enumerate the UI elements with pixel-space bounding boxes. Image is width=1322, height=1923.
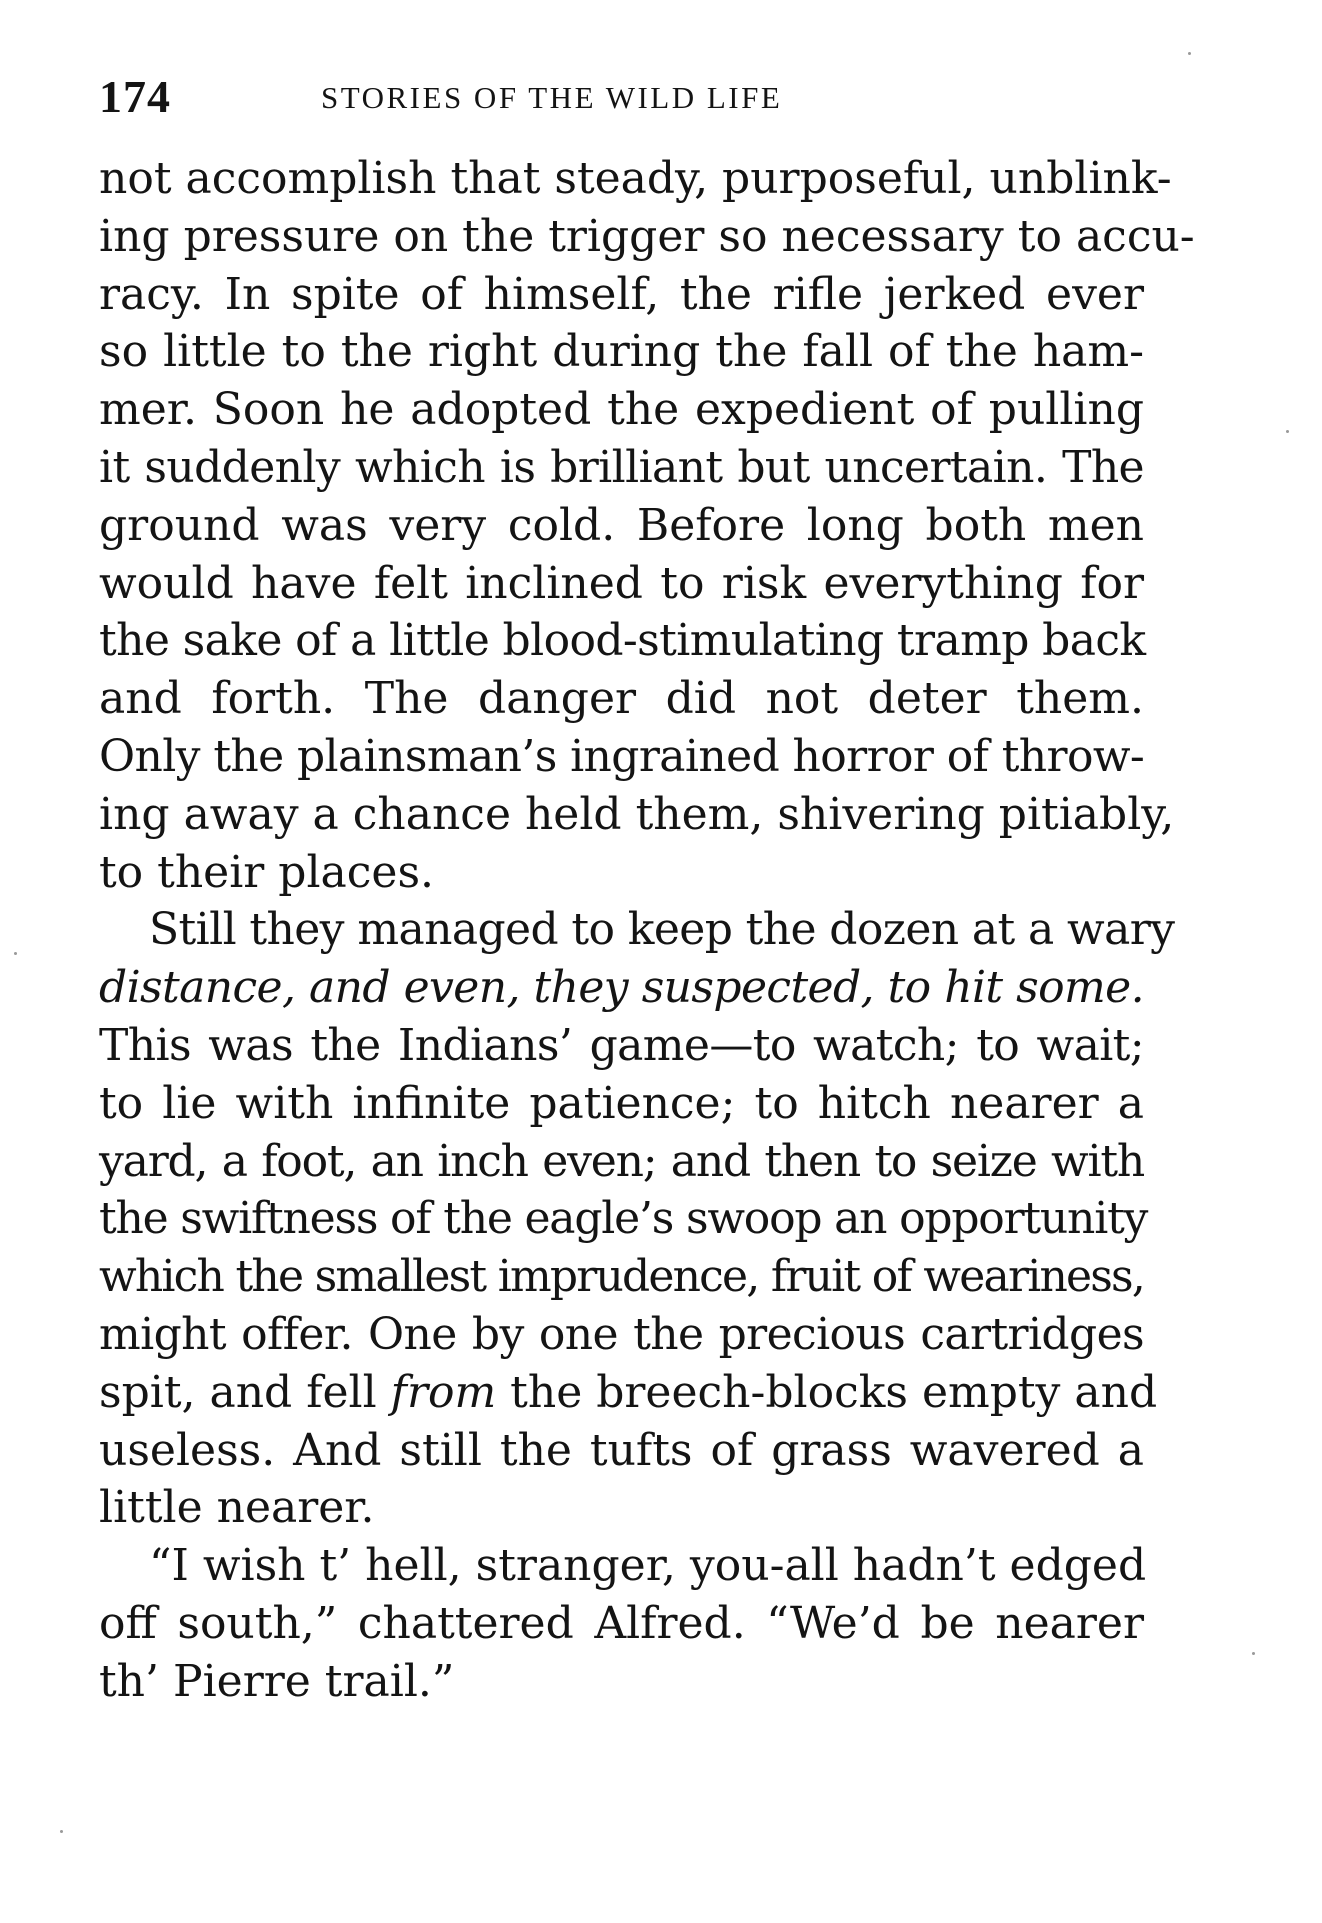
text-line: so little to the right during the fall of the ham- [99, 326, 1144, 378]
text-line: ground was very cold. Before long both men [99, 499, 1144, 551]
text-segment: spit, and fell [99, 1366, 391, 1418]
text-line: it suddenly which is brilliant but uncertain. The [99, 441, 1144, 493]
paragraph-end-line: to their places. [99, 846, 435, 898]
paragraph-end-line: little nearer. [99, 1482, 375, 1534]
text-line: and forth. The danger did not deter them. [99, 673, 1144, 725]
text-line: the sake of a little blood-stimulating tramp back [99, 615, 1146, 667]
text-line: would have felt inclined to risk everything for [99, 557, 1144, 609]
text-line: useless. And still the tufts of grass wavered a [99, 1424, 1144, 1476]
scan-speck [14, 952, 17, 955]
text-line: Only the plainsman’s ingrained horror of throw- [99, 730, 1145, 782]
text-segment: the breech-blocks empty and [496, 1366, 1158, 1418]
text-line: yard, a foot, an inch even; and then to seize with [99, 1135, 1144, 1187]
paragraph-start-line: Still they managed to keep the dozen at a wary [149, 904, 1175, 956]
text-line: to lie with infinite patience; to hitch nearer a [99, 1077, 1144, 1129]
scan-speck [1188, 52, 1191, 55]
paragraph-end-line: th’ Pierre trail.” [99, 1655, 455, 1707]
paragraph-start-line: “I wish t’ hell, stranger, you-all hadn’t edged [149, 1540, 1147, 1592]
text-line: off south,” chattered Alfred. “We’d be nearer [99, 1597, 1144, 1649]
running-head [99, 66, 1144, 126]
text-line: the swiftness of the eagle’s swoop an opportunity [99, 1193, 1148, 1245]
text-line: racy. In spite of himself, the rifle jerked ever [99, 268, 1144, 320]
text-line: which the smallest imprudence, fruit of weariness, [99, 1251, 1144, 1303]
text-line: might offer. One by one the precious cartridges [99, 1308, 1144, 1360]
italic-word: from [390, 1366, 497, 1418]
text-line: mer. Soon he adopted the expedient of pulling [99, 384, 1144, 436]
running-title: STORIES OF THE WILD LIFE [321, 80, 783, 115]
body-text [99, 150, 1195, 1711]
page-number: 174 [99, 71, 171, 122]
scan-speck [1286, 430, 1289, 433]
scan-speck [1252, 1652, 1255, 1655]
text-line-mixed [99, 1364, 1158, 1422]
text-line: This was the Indians’ game—to watch; to wait; [99, 1019, 1144, 1071]
text-line: ing pressure on the trigger so necessary to accu- [99, 210, 1195, 262]
italic-text-line: distance, and even, they suspected, to hit some. [99, 962, 1144, 1014]
scan-speck [60, 1830, 63, 1833]
text-line: not accomplish that steady, purposeful, unblink- [99, 153, 1172, 204]
text-line: ing away a chance held them, shivering pitiably, [99, 788, 1175, 840]
